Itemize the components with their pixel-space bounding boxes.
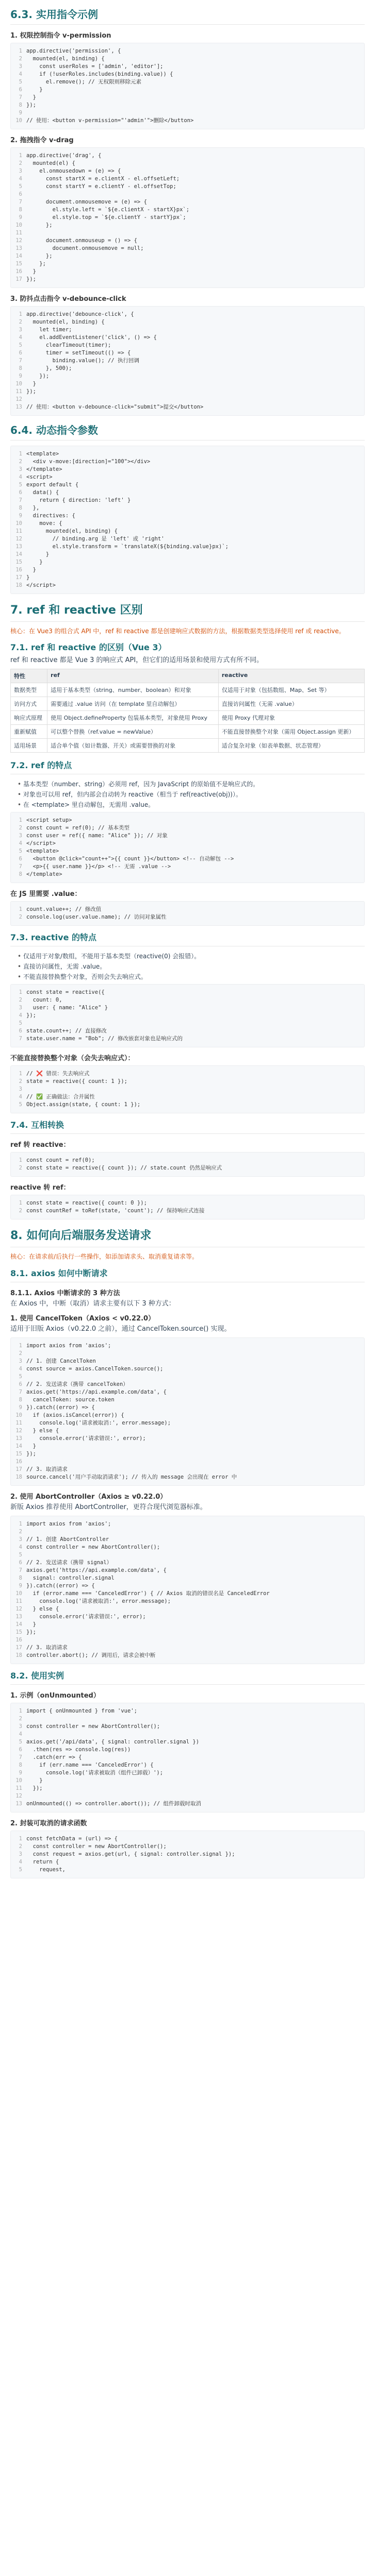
section-6-3 — [10, 6, 365, 416]
list-item: • 直接访问属性，无需 .value。 — [18, 962, 365, 971]
subsection-title: 7.4. 互相转换 — [10, 1120, 64, 1130]
code-block: 1 const count = ref(0); 2 const state = reactive({ count }); // state.count 仍然是响应式 — [10, 1152, 365, 1177]
subheading: 在 JS 里需要 .value： — [10, 890, 81, 899]
subheading: ref 转 reactive： — [10, 1141, 70, 1149]
list-item: • 基本类型（number、string）必须用 ref，因为 JavaScript 的原始值不是响应式的。 — [18, 779, 365, 788]
subsection-title: 8.2. 使用实例 — [10, 1671, 64, 1681]
cell: 不能直接替换整个对象（需用 Object.assign 更新） — [218, 725, 364, 739]
code-block: 1 <script setup> 2 const count = ref(0); // 基本类型 3 const user = ref({ name: "Alice" }); // 对象 4 </script> 5 <template> 6 <button @click="count++">{{ count }}</button> <!-- 自动解包 --> 7 <p>{{ user.name }}</p> <!-- 无需 .value --> 8 </template> — [10, 812, 365, 883]
code-block: 1 import axios from 'axios'; 2 3 // 1. 创建 AbortController 4 const controller = new AbortController(); 5 6 // 2. 发送请求（携带 signal） 7 axios.get('https://api.example.com/data', { 8 signal: controller.signal 9 }).catch((error) => { 10 if (error.name === 'CanceledError') { // Axios 取消的错误名是 CanceledError 11 console.log('请求被取消:', error.message); 12 } else { 13 console.error('请求错误:', error); 14 } 15 }); 16 17 // 3. 取消请求 18 controller.abort(); // 调用后，请求会被中断 — [10, 1516, 365, 1664]
subsection-title: 8.1. axios 如何中断请求 — [10, 1268, 108, 1278]
document — [0, 6, 375, 1878]
cell: 适用场景 — [11, 739, 47, 753]
code-block: 1 import axios from 'axios'; 2 3 // 1. 创建 CancelToken 4 const source = axios.CancelToken.source(); 5 6 // 2. 发送请求（携带 cancelToken） 7 axios.get('https://api.example.com/data', { 8 cancelToken: source.token 9 }).catch((error) => { 10 if (axios.isCancel(error)) { 11 console.log('请求被取消:', error.message); 12 } else { 13 console.error('请求错误:', error); 14 } 15 }); 16 17 // 3. 取消请求 18 source.cancel('用户手动取消请求'); // 传入的 message 会出现在 error 中 — [10, 1337, 365, 1486]
code-block: 1 app.directive('debounce-click', { 2 mounted(el, binding) { 3 let timer; 4 el.addEventListener('click', () => { 5 clearTimeout(timer); 6 timer = setTimeout(() => { 7 binding.value(); // 执行回调 8 }, 500); 9 }); 10 } 11 }); 12 13 // 使用：<button v-debounce-click="submit">提交</button> — [10, 306, 365, 416]
cell: 重新赋值 — [11, 725, 47, 739]
code-block: 1 import { onUnmounted } from 'vue'; 2 3 const controller = new AbortController(); 4 5 axios.get('/api/data', { signal: controller.signal }) 6 .then(res => console.log(res)) 7 .catch(err => { 8 if (err.name === 'CanceledError') { 9 console.log('请求被取消（组件已卸载）'); 10 } 11 }); 12 13 onUnmounted(() => controller.abort()); // 组件卸载时取消 — [10, 1703, 365, 1812]
subheading: 2. 封装可取消的请求函数 — [10, 1820, 87, 1828]
section-6-4 — [10, 422, 365, 594]
code-block: 1 const state = reactive({ count: 0 }); 2 const countRef = toRef(state, 'count'); // 保持响应式连接 — [10, 1195, 365, 1219]
cell: 仅适用于对象（包括数组、Map、Set 等） — [218, 683, 364, 697]
cell: 使用 Proxy 代理对象 — [218, 711, 364, 725]
table-row — [11, 683, 365, 697]
code-block: 1 <template> 2 <div v-move:[direction]="100"></div> 3 </template> 4 <script> 5 export default { 6 data() { 7 return { direction: 'left' } 8 }, 9 directives: { 10 move: { 11 mounted(el, binding) { 12 // binding.arg 是 'left' 或 'right' 13 el.style.transform = `translateX(${binding.value}px)`; 14 } 15 } 16 } 17 } 18 </script> — [10, 446, 365, 594]
subsection-title: 7.3. reactive 的特点 — [10, 933, 97, 943]
list-item: • 对象也可以用 ref，但内部会自动转为 reactive（相当于 ref(reactive(obj))）。 — [18, 790, 365, 799]
code-block: 1 count.value++; // 修改值 2 console.log(user.value.name); // 访问对象属性 — [10, 901, 365, 926]
section-title: 8. 如何向后端服务发送请求 — [10, 1229, 152, 1243]
comparison-table — [10, 669, 365, 753]
list-item: • 在 <template> 里自动解包，无需用 .value。 — [18, 800, 365, 809]
section-title: 6.4. 动态指令参数 — [10, 424, 98, 436]
cell: 适合复杂对象（如表单数据、状态管理） — [218, 739, 364, 753]
subsection-title: 7.2. ref 的特点 — [10, 760, 72, 771]
paragraph: 在 Axios 中，中断（取消）请求主要有以下 3 种方式： — [10, 1299, 175, 1308]
cell: 访问方式 — [11, 697, 47, 711]
section-8 — [10, 1227, 365, 1878]
code-block: 1 // ❌ 错误：失去响应式 2 state = reactive({ count: 1 }); 3 4 // ✅ 正确做法：合并属性 5 Object.assign(state, { count: 1 }); — [10, 1065, 365, 1113]
cell: 适合单个值（如计数器、开关）或需要替换的对象 — [47, 739, 219, 753]
subheading: 1. 使用 CancelToken（Axios < v0.22.0） — [10, 1315, 155, 1323]
note: 核心：在 Vue3 的组合式 API 中，ref 和 reactive 都是创建响应式数据的方法，根据数据类型选择使用 ref 或 reactive。 — [10, 628, 345, 635]
subheading: 8.1.1. Axios 中断请求的 3 种方法 — [10, 1289, 120, 1297]
table-row — [11, 697, 365, 711]
subheading: 2. 使用 AbortController（Axios ≥ v0.22.0） — [10, 1493, 167, 1501]
subheading: 1. 权限控制指令 v-permission — [10, 32, 111, 40]
subheading: reactive 转 ref： — [10, 1184, 70, 1192]
note: 核心：在请求前/后执行一些操作，如添加请求头、取消重复请求等。 — [10, 1253, 199, 1261]
paragraph: ref 和 reactive 都是 Vue 3 的响应式 API，但它们的适用场景和使用方式有所不同。 — [10, 656, 264, 665]
subheading: 1. 示例（onUnmounted） — [10, 1692, 100, 1700]
table-row — [11, 739, 365, 753]
table-row — [11, 725, 365, 739]
list-item: • 仅适用于对象/数组，不能用于基本类型（reactive(0) 会报错）。 — [18, 952, 365, 960]
paragraph: 适用于旧版 Axios（v0.22.0 之前），通过 CancelToken.source() 实现。 — [10, 1325, 231, 1333]
section-title: 6.3. 实用指令示例 — [10, 8, 98, 21]
cell: 使用 Object.defineProperty 包装基本类型，对象使用 Proxy — [47, 711, 219, 725]
subheading: 3. 防抖点击指令 v-debounce-click — [10, 295, 126, 303]
code-block: 1 const fetchData = (url) => { 2 const controller = new AbortController(); 3 const request = axios.get(url, { signal: controller.signal }); 4 return { 5 request, — [10, 1831, 365, 1878]
cell: 数据类型 — [11, 683, 47, 697]
cell: 可以整个替换（ref.value = newValue） — [47, 725, 219, 739]
section-7 — [10, 601, 365, 1219]
cell: 直接访问属性（无需 .value） — [218, 697, 364, 711]
code-block: 1 app.directive('permission', { 2 mounted(el, binding) { 3 const userRoles = ['admin', 'editor']; 4 if (!userRoles.includes(binding.value)) { 5 el.remove(); // 无权限则移除元素 6 } 7 } 8 }); 9 10 // 使用：<button v-permission="'admin'">删除</button> — [10, 43, 365, 129]
code-block: 1 const state = reactive({ 2 count: 0, 3 user: { name: "Alice" } 4 }); 5 6 state.count++; // 直接修改 7 state.user.name = "Bob"; // 修改嵌套对象也是响应式的 — [10, 984, 365, 1047]
cell: 响应式原理 — [11, 711, 47, 725]
table-header: 特性 — [11, 669, 47, 683]
cell: 需要通过 .value 访问（在 template 里自动解包） — [47, 697, 219, 711]
subsection-title: 7.1. ref 和 reactive 的区别（Vue 3） — [10, 642, 167, 653]
table-header: reactive — [218, 669, 364, 683]
subheading: 2. 拖拽指令 v-drag — [10, 137, 74, 144]
code-block: 1 app.directive('drag', { 2 mounted(el) { 3 el.onmousedown = (e) => { 4 const startX = e.clientX - el.offsetLeft; 5 const startY = e.clientY - el.offsetTop; 6 7 document.onmousemove = (e) => { 8 el.style.left = `${e.clientX - startX}px`; 9 el.style.top = `${e.clientY - startY}px`; 10 }; 11 12 document.onmouseup = () => { 13 document.onmousemove = null; 14 }; 15 }; 16 } 17 }); — [10, 147, 365, 288]
subheading: 不能直接替换整个对象（会失去响应式）： — [10, 1055, 135, 1063]
paragraph: 新版 Axios 推荐使用 AbortController，更符合现代浏览器标准。 — [10, 1503, 207, 1512]
table-row — [11, 711, 365, 725]
table-header: ref — [47, 669, 219, 683]
list-item: • 不能直接替换整个对象，否则会失去响应式。 — [18, 972, 365, 981]
cell: 适用于基本类型（string、number、boolean）和对象 — [47, 683, 219, 697]
section-title: 7. ref 和 reactive 区别 — [10, 604, 143, 617]
